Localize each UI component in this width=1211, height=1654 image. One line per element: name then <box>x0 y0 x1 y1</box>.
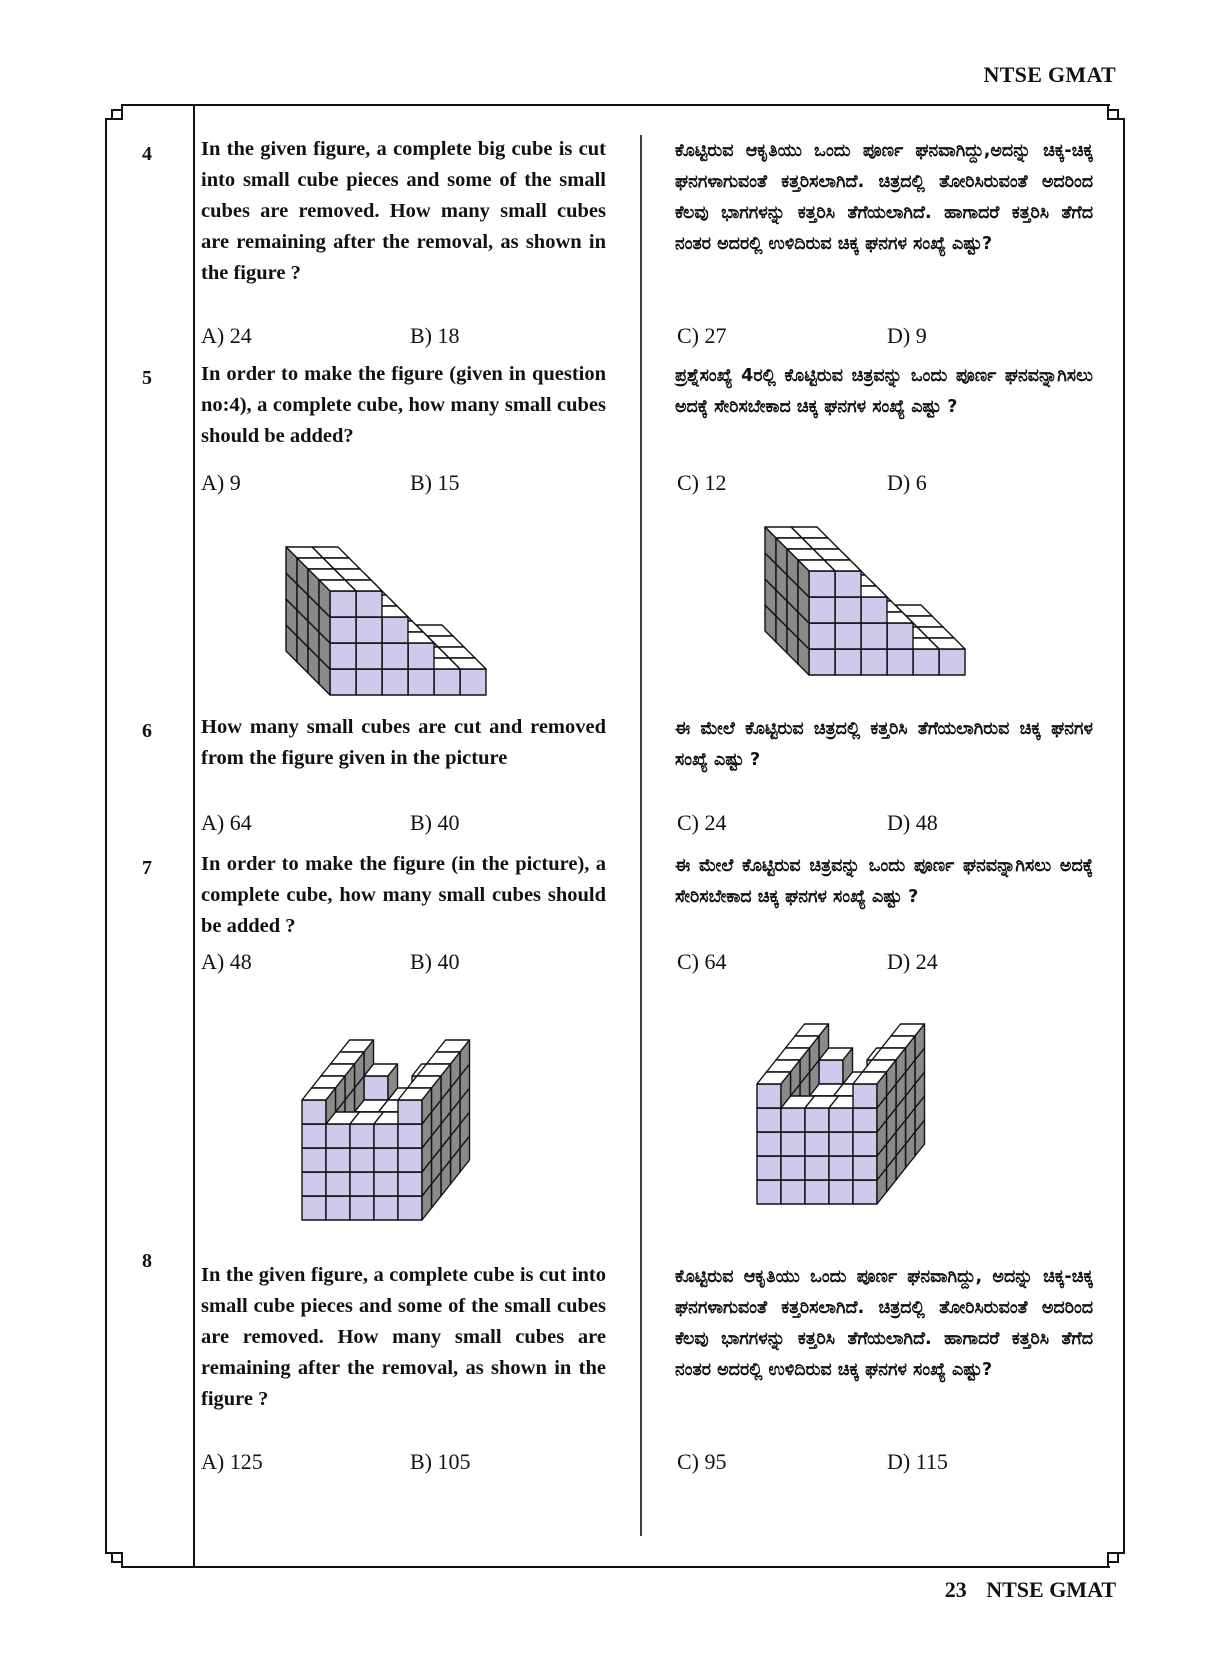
question-text-kannada: ಈ ಮೇಲೆ ಕೊಟ್ಟಿರುವ ಚಿತ್ರವನ್ನು ಒಂದು ಪೂರ್ಣ ಘನವನ್ನಾಗಿಸಲು ಅದಕ್ಕೆ ಸೇರಿಸಬೇಕಾದ ಚಿಕ್ಕ ಘನಗಳ ಸಂಖ್ಯೆ ಎಷ್ಟು ? <box>675 856 1093 907</box>
slotted-cube-figure <box>750 1012 970 1212</box>
question-number: 7 <box>142 857 152 879</box>
option-b: B) 18 <box>410 323 460 348</box>
question-text-kannada: ಪ್ರಶ್ನೆಸಂಖ್ಯೆ 4ರಲ್ಲಿ ಕೊಟ್ಟಿರುವ ಚಿತ್ರವನ್ನು ಒಂದು ಪೂರ್ಣ ಘನವನ್ನಾಗಿಸಲು ಅದಕ್ಕೆ ಸೇರಿಸಬೇಕಾದ ಚಿಕ್ಕ ಘನಗಳ ಸಂಖ್ಯೆ ಎಷ್ಟು ? <box>675 366 1093 417</box>
question-text-english: In order to make the figure (in the picture), a complete cube, how many small cubes should be added ? <box>201 853 606 937</box>
slotted-cube-figure <box>300 1015 520 1225</box>
question-text-english: In the given figure, a complete cube is cut into small cube pieces and some of the small cubes are removed. How many small cubes are remaining after the removal, as shown in the figure ? <box>201 1264 606 1410</box>
option-a: A) 64 <box>201 810 252 835</box>
option-d: D) 6 <box>887 470 927 495</box>
option-b: B) 40 <box>410 810 460 835</box>
option-d: D) 115 <box>887 1449 948 1474</box>
option-c: C) 95 <box>677 1449 727 1474</box>
option-b: B) 15 <box>410 470 460 495</box>
option-c: C) 27 <box>677 323 727 348</box>
question-text-english: In order to make the figure (given in question no:4), a complete cube, how many small cubes should be added? <box>201 363 606 447</box>
question-number: 8 <box>142 1250 152 1272</box>
question-number: 6 <box>142 720 152 742</box>
option-d: D) 48 <box>887 810 938 835</box>
option-a: A) 9 <box>201 470 241 495</box>
option-a: A) 48 <box>201 949 252 974</box>
option-d: D) 24 <box>887 949 938 974</box>
option-b: B) 40 <box>410 949 460 974</box>
question-text-kannada: ಕೊಟ್ಟಿರುವ ಆಕೃತಿಯು ಒಂದು ಪೂರ್ಣ ಘನವಾಗಿದ್ದು,ಅದನ್ನು ಚಿಕ್ಕ-ಚಿಕ್ಕ ಘನಗಳಾಗುವಂತೆ ಕತ್ತರಿಸಲಾಗಿದೆ. ಚಿತ್ರದಲ್ಲಿ ತೋರಿಸಿರುವಂತೆ ಅದರಿಂದ ಕೆಲವು ಭಾಗಗಳನ್ನು ಕತ್ತರಿಸಿ ತೆಗೆಯಲಾಗಿದೆ. ಹಾಗಾದರೆ ಕತ್ತರಿಸಿ ತೆಗೆದ ನಂತರ ಅದರಲ್ಲಿ ಉಳಿದಿರುವ ಚಿಕ್ಕ ಘನಗಳ ಸಂಖ್ಯೆ ಎಷ್ಟು? <box>675 141 1093 254</box>
question-text-kannada: ಈ ಮೇಲೆ ಕೊಟ್ಟಿರುವ ಚಿತ್ರದಲ್ಲಿ ಕತ್ತರಿಸಿ ತೆಗೆಯಲಾಗಿರುವ ಚಿಕ್ಕ ಘನಗಳ ಸಂಖ್ಯೆ ಎಷ್ಟು ? <box>675 719 1093 770</box>
footer-title: NTSE GMAT <box>986 1577 1116 1602</box>
option-c: C) 12 <box>677 470 727 495</box>
question-number: 4 <box>142 143 152 165</box>
page-number: 23 <box>944 1577 967 1602</box>
option-c: C) 64 <box>677 949 727 974</box>
option-d: D) 9 <box>887 323 927 348</box>
question-text-english: In the given figure, a complete big cube is cut into small cube pieces and some of the small cubes are removed. How many small cubes are remaining after the removal, as shown in the figure ? <box>201 138 606 284</box>
page-footer <box>931 1577 1116 1603</box>
question-text-english: How many small cubes are cut and removed from the figure given in the picture <box>201 716 606 769</box>
staircase-cube-figure <box>765 525 985 685</box>
question-number: 5 <box>142 367 152 389</box>
option-a: A) 125 <box>201 1449 263 1474</box>
staircase-cube-figure <box>290 545 510 705</box>
option-c: C) 24 <box>677 810 727 835</box>
option-b: B) 105 <box>410 1449 471 1474</box>
page-header-title: NTSE GMAT <box>983 62 1116 87</box>
question-text-kannada: ಕೊಟ್ಟಿರುವ ಆಕೃತಿಯು ಒಂದು ಪೂರ್ಣ ಘನವಾಗಿದ್ದು, ಅದನ್ನು ಚಿಕ್ಕ-ಚಿಕ್ಕ ಘನಗಳಾಗುವಂತೆ ಕತ್ತರಿಸಲಾಗಿದೆ. ಚಿತ್ರದಲ್ಲಿ ತೋರಿಸಿರುವಂತೆ ಅದರಿಂದ ಕೆಲವು ಭಾಗಗಳನ್ನು ಕತ್ತರಿಸಿ ತೆಗೆಯಲಾಗಿದೆ. ಹಾಗಾದರೆ ಕತ್ತರಿಸಿ ತೆಗೆದ ನಂತರ ಅದರಲ್ಲಿ ಉಳಿದಿರುವ ಚಿಕ್ಕ ಘನಗಳ ಸಂಖ್ಯೆ ಎಷ್ಟು? <box>675 1267 1093 1380</box>
option-a: A) 24 <box>201 323 252 348</box>
